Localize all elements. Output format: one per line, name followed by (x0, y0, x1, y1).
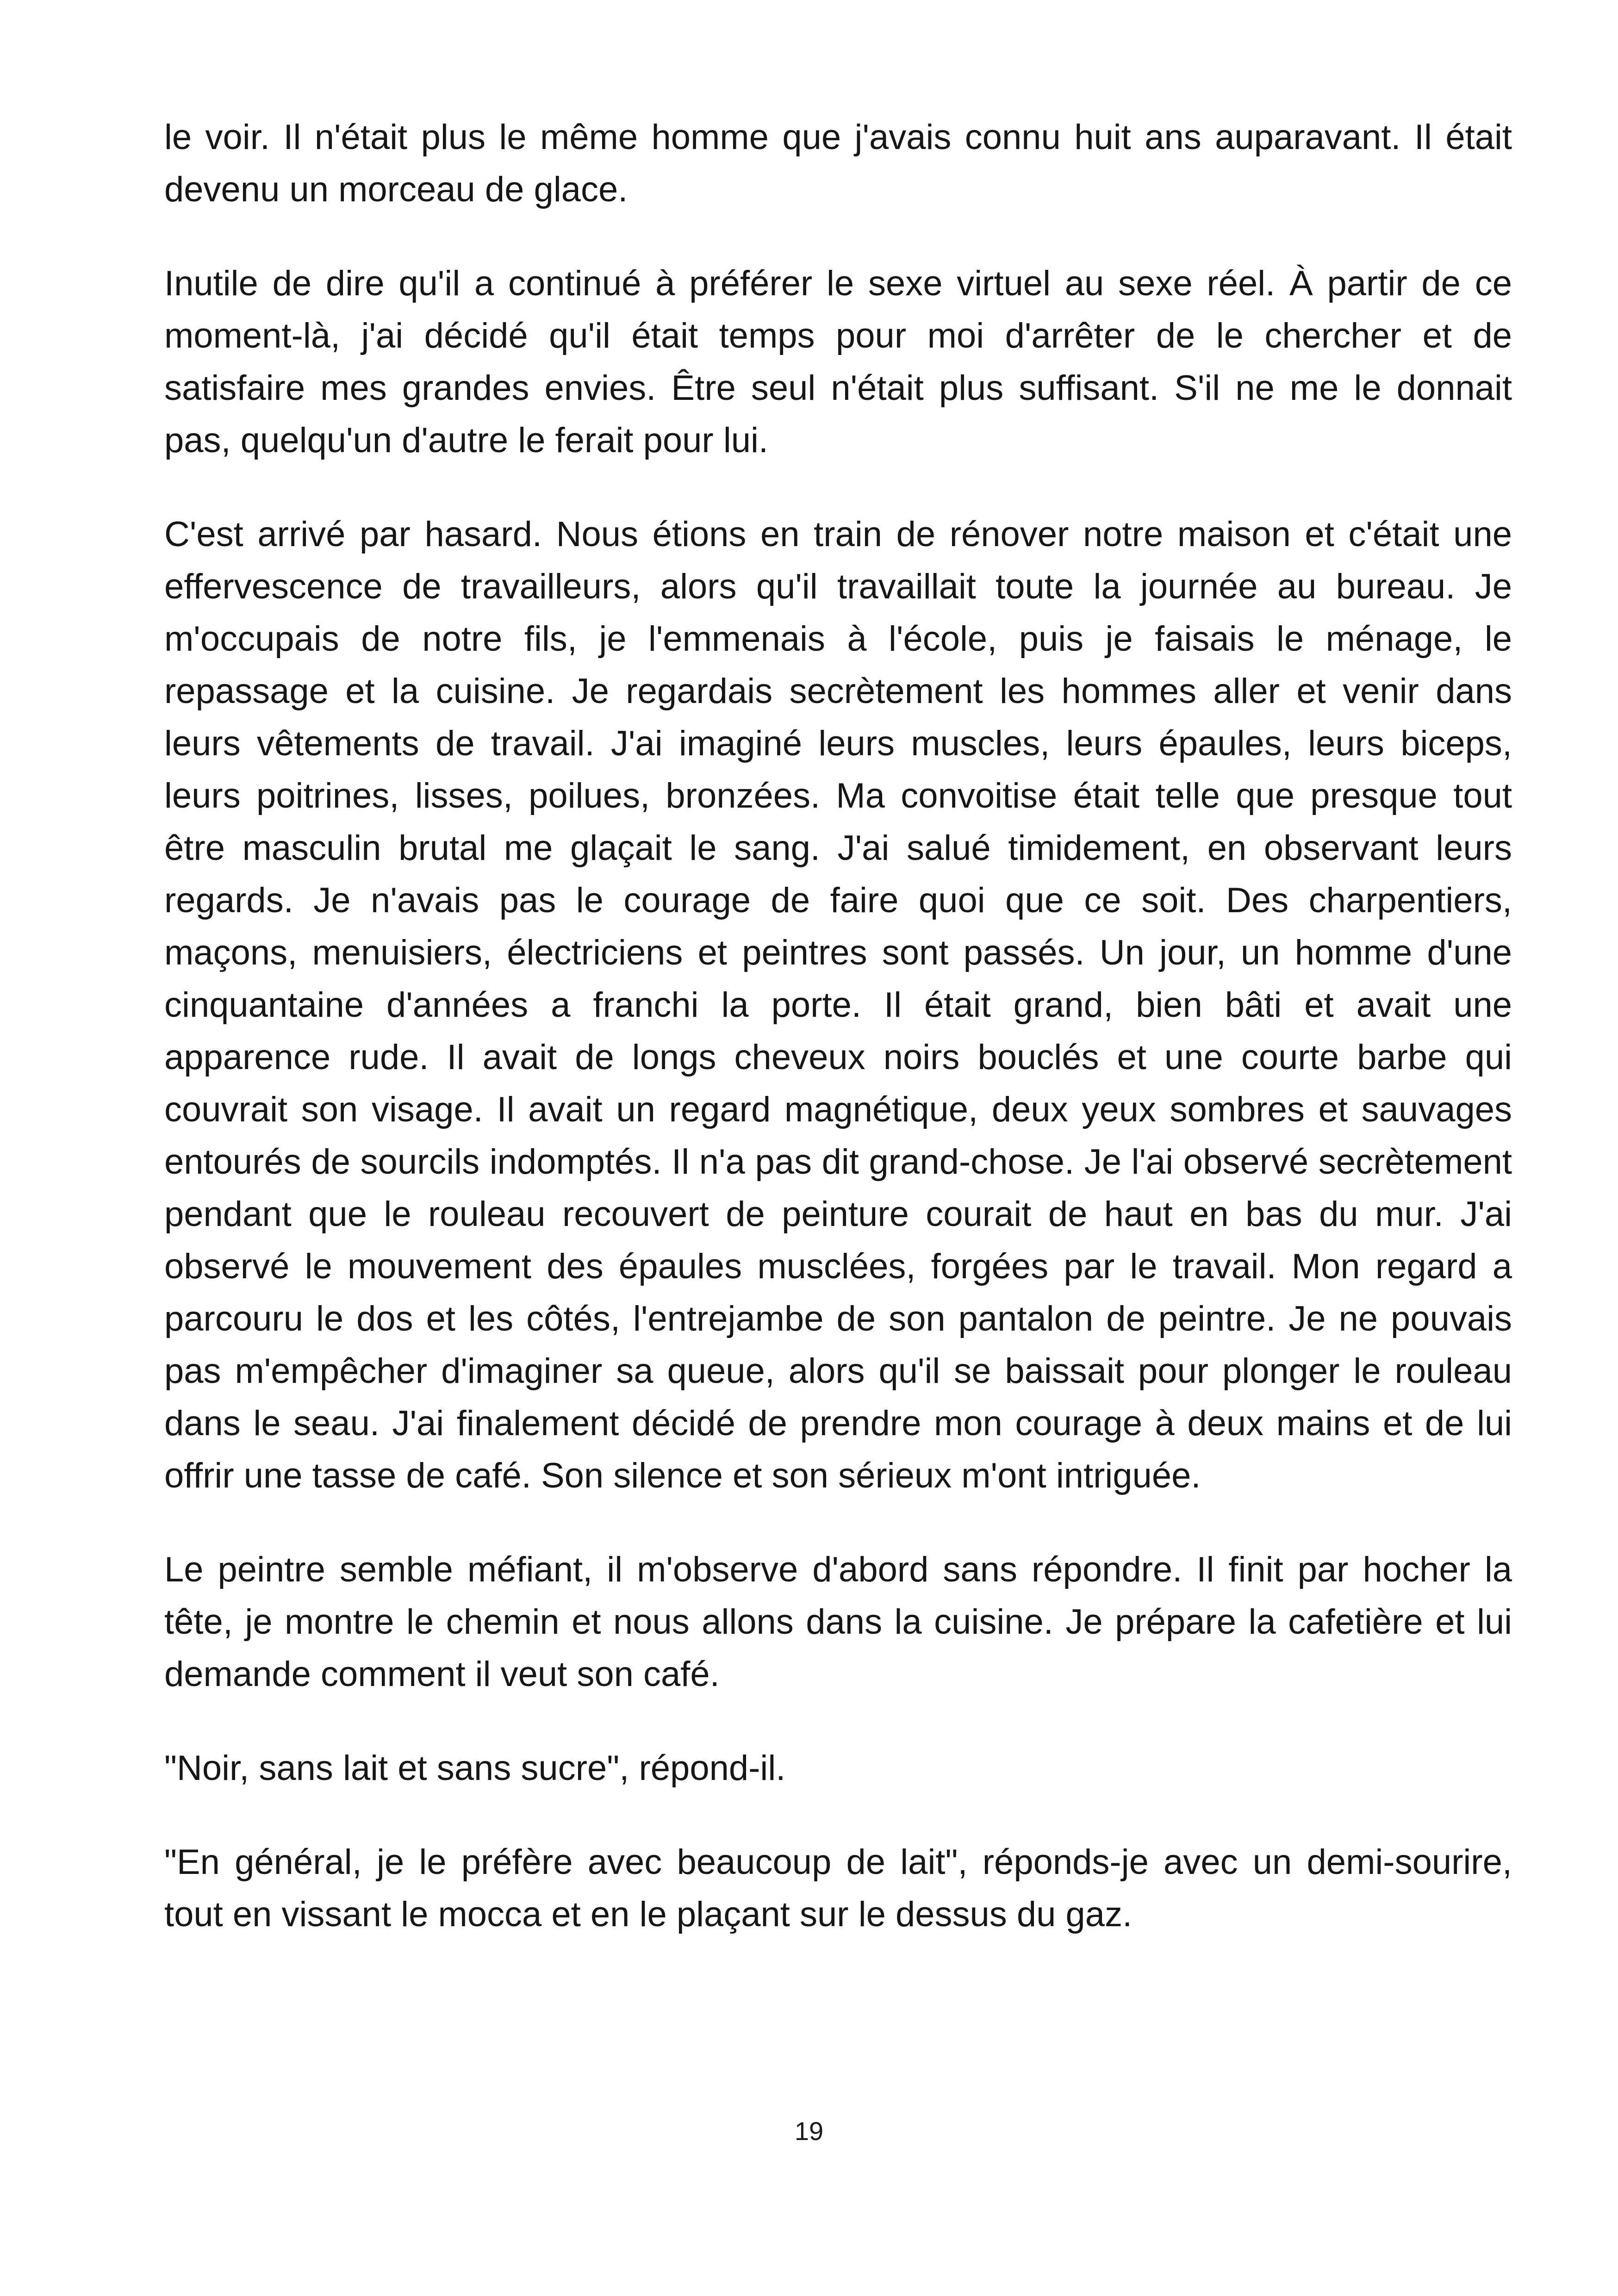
paragraph-5: "Noir, sans lait et sans sucre", répond-il. (164, 1748, 786, 1788)
paragraph-1: le voir. Il n'était plus le même homme que j'avais connu huit ans auparavant. Il était devenu un morceau de glace. (164, 118, 1512, 209)
paragraph-6: "En général, je le préfère avec beaucoup de lait", réponds-je avec un demi-sourire, tout en vissant le mocca et en le plaçant sur le dessus du gaz. (164, 1842, 1512, 1934)
body-text (164, 111, 1512, 1982)
paragraph-3: C'est arrivé par hasard. Nous étions en train de rénover notre maison et c'était une effervescence de travailleurs, alors qu'il travaillait toute la journée au bureau. Je m'occupais de notre fils, je l'emmenais à l'école, puis je faisais le ménage, le repassage et la cuisine. Je regardais secrètement les hommes aller et venir dans leurs vêtements de travail. J'ai imaginé leurs muscles, leurs épaules, leurs biceps, leurs poitrines, lisses, poilues, bronzées. Ma convoitise était telle que presque tout être masculin brutal me glaçait le sang. J'ai salué timidement, en observant leurs regards. Je n'avais pas le courage de faire quoi que ce soit. Des charpentiers, maçons, menuisiers, électriciens et peintres sont passés. Un jour, un homme d'une cinquantaine d'années a franchi la porte. Il était grand, bien bâti et avait une apparence rude. Il avait de longs cheveux noirs bouclés et une courte barbe qui couvrait son visage. Il avait un regard magnétique, deux yeux sombres et sauvages entourés de sourcils indomptés. Il n'a pas dit grand-chose. Je l'ai observé secrètement pendant que le rouleau recouvert de peinture courait de haut en bas du mur. J'ai observé le mouvement des épaules musclées, forgées par le travail. Mon regard a parcouru le dos et les côtés, l'entrejambe de son pantalon de peintre. Je ne pouvais pas m'empêcher d'imaginer sa queue, alors qu'il se baissait pour plonger le rouleau dans le seau. J'ai finalement décidé de prendre mon courage à deux mains et de lui offrir une tasse de café. Son silence et son sérieux m'ont intriguée. (164, 515, 1512, 1495)
paragraph-2: Inutile de dire qu'il a continué à préférer le sexe virtuel au sexe réel. À partir de ce moment-là, j'ai décidé qu'il était temps pour moi d'arrêter de le chercher et de satisfaire mes grandes envies. Être seul n'était plus suffisant. S'il ne me le donnait pas, quelqu'un d'autre le ferait pour lui. (164, 264, 1512, 460)
page-number: 19 (794, 2116, 824, 2146)
paragraph-4: Le peintre semble méfiant, il m'observe d'abord sans répondre. Il finit par hocher la tête, je montre le chemin et nous allons dans la cuisine. Je prépare la cafetière et lui demande comment il veut son café. (164, 1550, 1512, 1694)
